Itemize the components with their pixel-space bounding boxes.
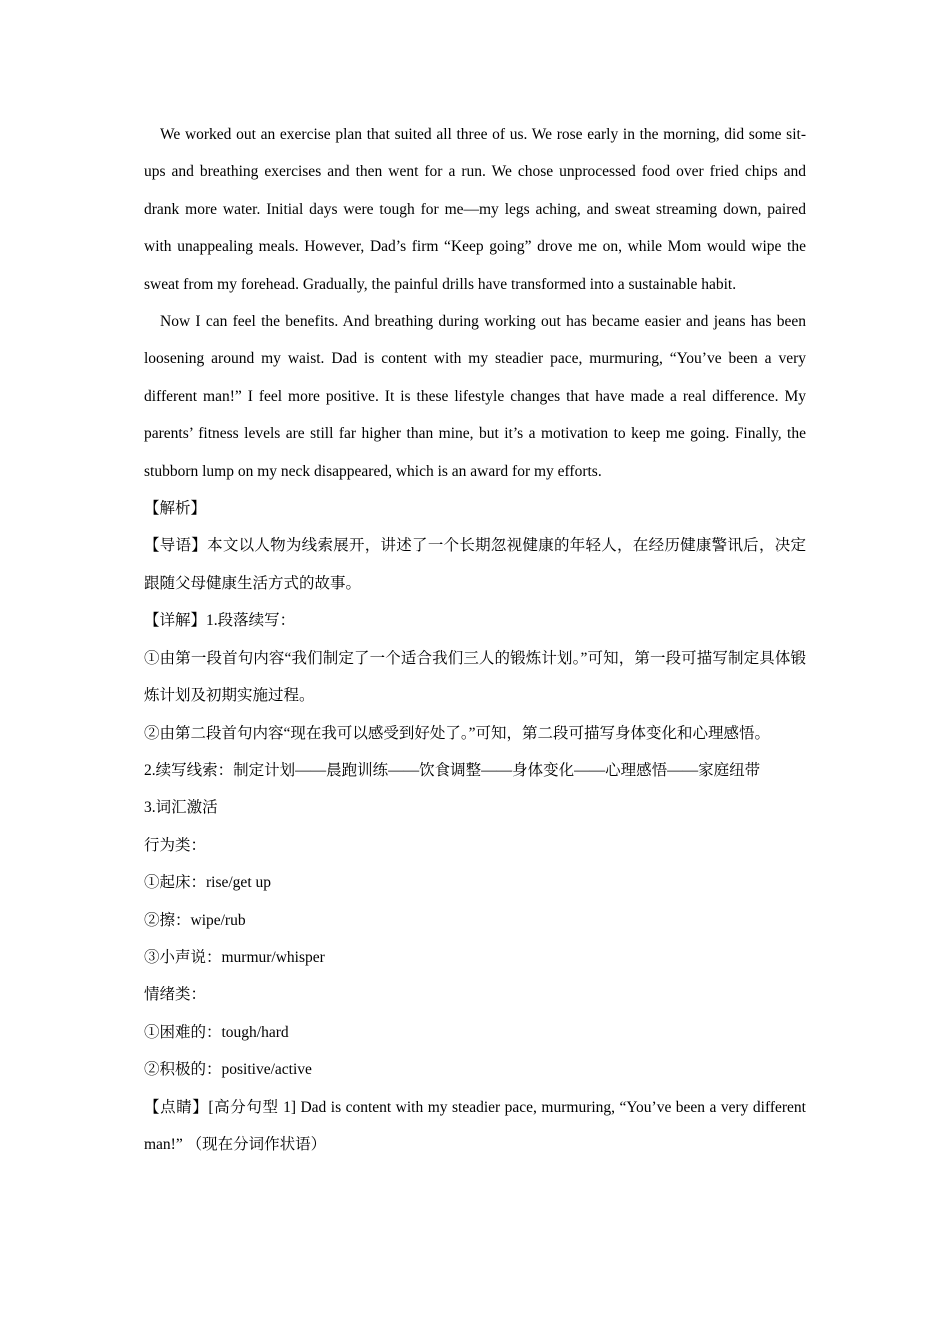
detail-point-1: ①由第一段首句内容“我们制定了一个适合我们三人的锻炼计划。”可知，第一段可描写制定具体锻炼计划及初期实施过程。 [144, 649, 806, 705]
vocab-item: ①起床：rise/get up [144, 874, 271, 892]
vocab-item: ③小声说：murmur/whisper [144, 948, 325, 966]
writing-clues: 2.续写线索：制定计划——晨跑训练——饮食调整——身体变化——心理感悟——家庭纽带 [144, 761, 761, 779]
vocab-item: ②积极的：positive/active [144, 1061, 312, 1079]
essay-paragraph-2: Now I can feel the benefits. And breathing during working out has became easier and jeans has been loosening around my waist. Dad is content with my steadier pace, murmuring, “You’ve been a very different man!” I feel more positive. It is these lifestyle changes that have made a real difference. My parents’ fitness levels are still far higher than mine, but it’s a motivation to keep me going. Finally, the stubborn lump on my neck disappeared, which is an award for my efforts. [144, 313, 806, 480]
document-page [144, 116, 806, 1163]
vocab-item: ②擦：wipe/rub [144, 911, 246, 929]
action-category-heading: 行为类： [144, 836, 207, 854]
detail-point-2: ②由第二段首句内容“现在我可以感受到好处了。”可知，第二段可描写身体变化和心理感悟。 [144, 724, 771, 742]
vocab-heading: 3.词汇激活 [144, 799, 218, 817]
emotion-category-heading: 情绪类： [144, 986, 207, 1004]
intro-text: 【导语】本文以人物为线索展开，讲述了一个长期忽视健康的年轻人，在经历健康警讯后，决定跟随父母健康生活方式的故事。 [144, 537, 806, 592]
essay-paragraph-1: We worked out an exercise plan that suited all three of us. We rose early in the morning, did some sit-ups and breathing exercises and then went for a run. We chose unprocessed food over fried chips and drank more water. Initial days were tough for me—my legs aching, and sweat streaming down, paired with unappealing meals. However, Dad’s firm “Keep going” drove me on, while Mom would wipe the sweat from my forehead. Gradually, the painful drills have transformed into a sustainable habit. [144, 126, 806, 293]
detail-heading: 【详解】1.段落续写： [144, 612, 296, 630]
vocab-item: ①困难的：tough/hard [144, 1023, 289, 1041]
highlight-sentence: 【点睛】[高分句型 1] Dad is content with my steadier pace, murmuring, “You’ve been a very different man!” （现在分词作状语） [144, 1098, 806, 1153]
analysis-heading: 【解析】 [144, 500, 207, 518]
